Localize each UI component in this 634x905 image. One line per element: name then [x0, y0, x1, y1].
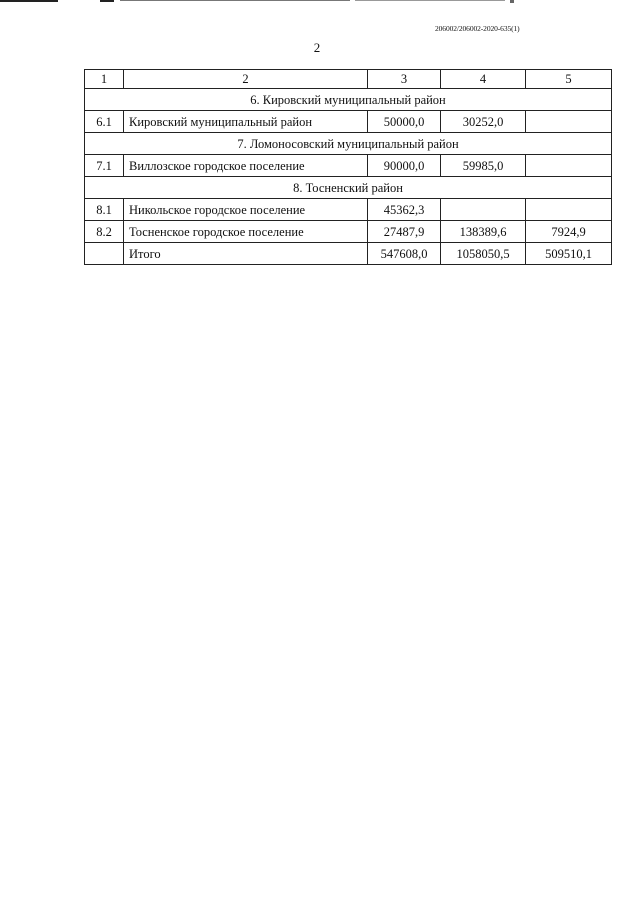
table-row: [85, 221, 612, 243]
scan-artifact-bar: [0, 0, 58, 2]
section-heading-row: [85, 177, 612, 199]
column-4-value: [441, 199, 526, 221]
total-column-4: 1058050,5: [441, 243, 526, 265]
row-number: 8.1: [85, 199, 124, 221]
column-4-value: 30252,0: [441, 111, 526, 133]
column-header: 1: [85, 70, 124, 89]
section-heading-row: [85, 89, 612, 111]
row-number: 6.1: [85, 111, 124, 133]
scan-artifact-dot: [510, 0, 514, 3]
column-3-value: 50000,0: [368, 111, 441, 133]
column-5-value: [526, 155, 612, 177]
column-5-value: 7924,9: [526, 221, 612, 243]
row-name: Кировский муниципальный район: [124, 111, 368, 133]
column-5-value: [526, 199, 612, 221]
column-header: 2: [124, 70, 368, 89]
column-4-value: 59985,0: [441, 155, 526, 177]
table-header-row: [85, 70, 612, 89]
column-header: 5: [526, 70, 612, 89]
scan-artifact-line: [120, 0, 350, 1]
section-title: 7. Ломоносовский муниципальный район: [85, 133, 612, 155]
section-title: 8. Тосненский район: [85, 177, 612, 199]
row-name: Виллозское городское поселение: [124, 155, 368, 177]
row-name: Тосненское городское поселение: [124, 221, 368, 243]
row-number: 7.1: [85, 155, 124, 177]
table-row: [85, 155, 612, 177]
data-table: [84, 69, 612, 265]
total-column-3: 547608,0: [368, 243, 441, 265]
row-number: [85, 243, 124, 265]
document-reference: 206002/206002-2020-635(1): [435, 24, 520, 33]
scan-artifact-line: [355, 0, 505, 1]
table-row: [85, 111, 612, 133]
column-5-value: [526, 111, 612, 133]
column-3-value: 45362,3: [368, 199, 441, 221]
total-label: Итого: [124, 243, 368, 265]
column-header: 3: [368, 70, 441, 89]
column-3-value: 27487,9: [368, 221, 441, 243]
section-title: 6. Кировский муниципальный район: [85, 89, 612, 111]
row-number: 8.2: [85, 221, 124, 243]
total-column-5: 509510,1: [526, 243, 612, 265]
column-header: 4: [441, 70, 526, 89]
total-row: [85, 243, 612, 265]
scan-artifact-bar: [100, 0, 114, 2]
table-row: [85, 199, 612, 221]
page-number: 2: [313, 40, 321, 55]
row-name: Никольское городское поселение: [124, 199, 368, 221]
column-3-value: 90000,0: [368, 155, 441, 177]
column-4-value: 138389,6: [441, 221, 526, 243]
section-heading-row: [85, 133, 612, 155]
